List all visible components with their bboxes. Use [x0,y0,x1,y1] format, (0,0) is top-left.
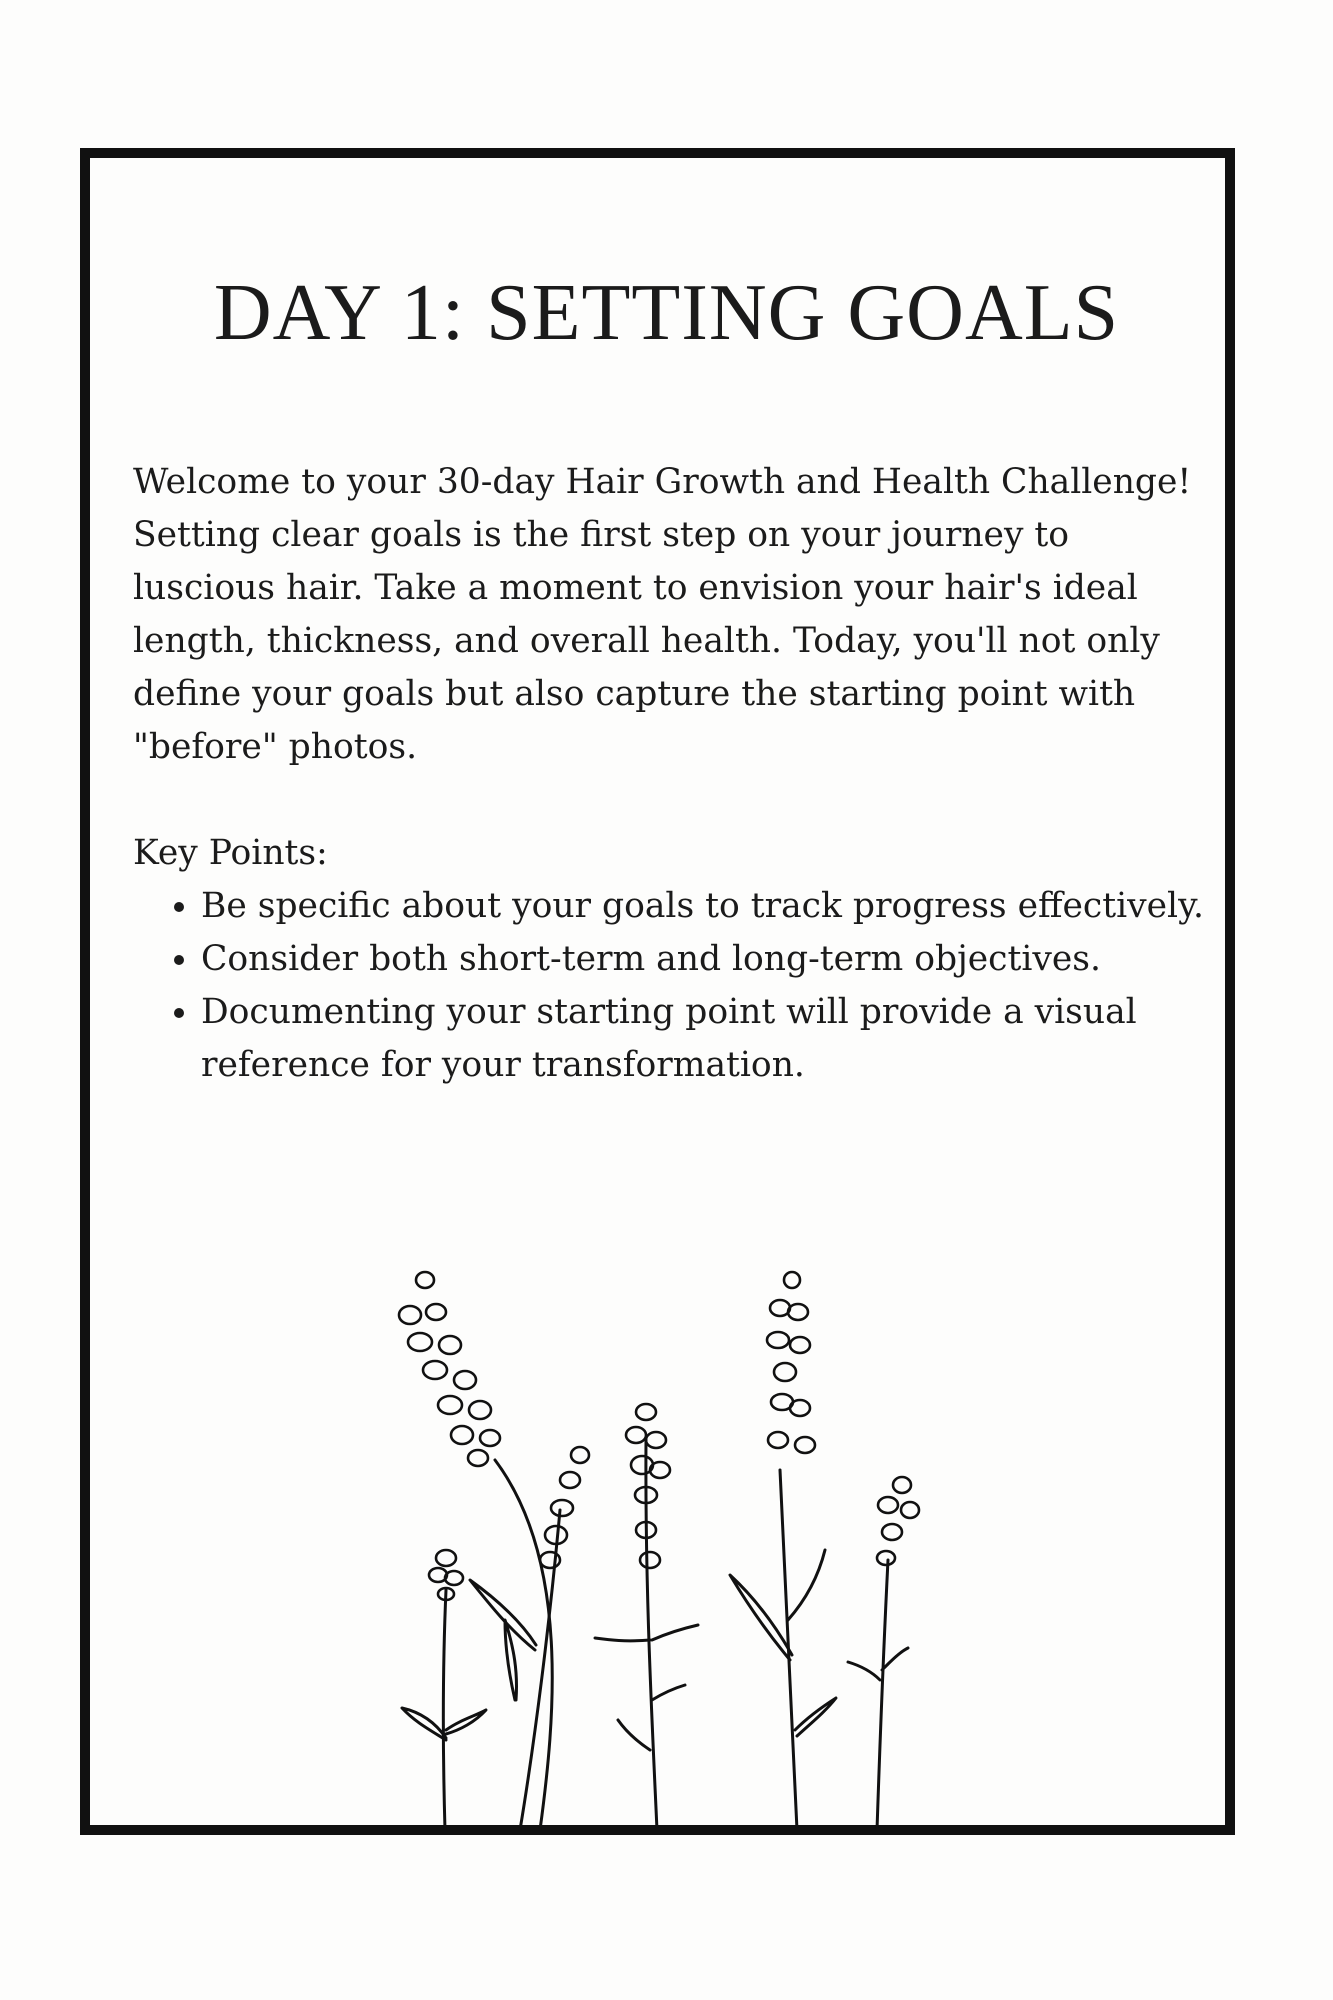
key-point-item: • Documenting your starting point will provide a visual reference for your transformation. [201,986,1213,1092]
page-content [133,456,1213,1092]
intro-paragraph: Welcome to your 30-day Hair Growth and Health Challenge! Setting clear goals is the first step on your journey to luscious hair. Take a moment to envision your hair's ideal length, thickness, and overall health. Today, you'll not only define your goals but also capture the starting point with "before" photos. [133,462,1192,767]
page-title: DAY 1: SETTING GOALS [213,269,1120,357]
key-points-heading: Key Points: [133,833,328,873]
lavender-icon [380,1260,960,1830]
key-point-item: • Consider both short-term and long-term objectives. [201,933,1213,986]
key-point-item: • Be specific about your goals to track progress effectively. [201,880,1213,933]
key-points-list [133,880,1213,1092]
lavender-sprigs-illustration [380,1260,960,1830]
